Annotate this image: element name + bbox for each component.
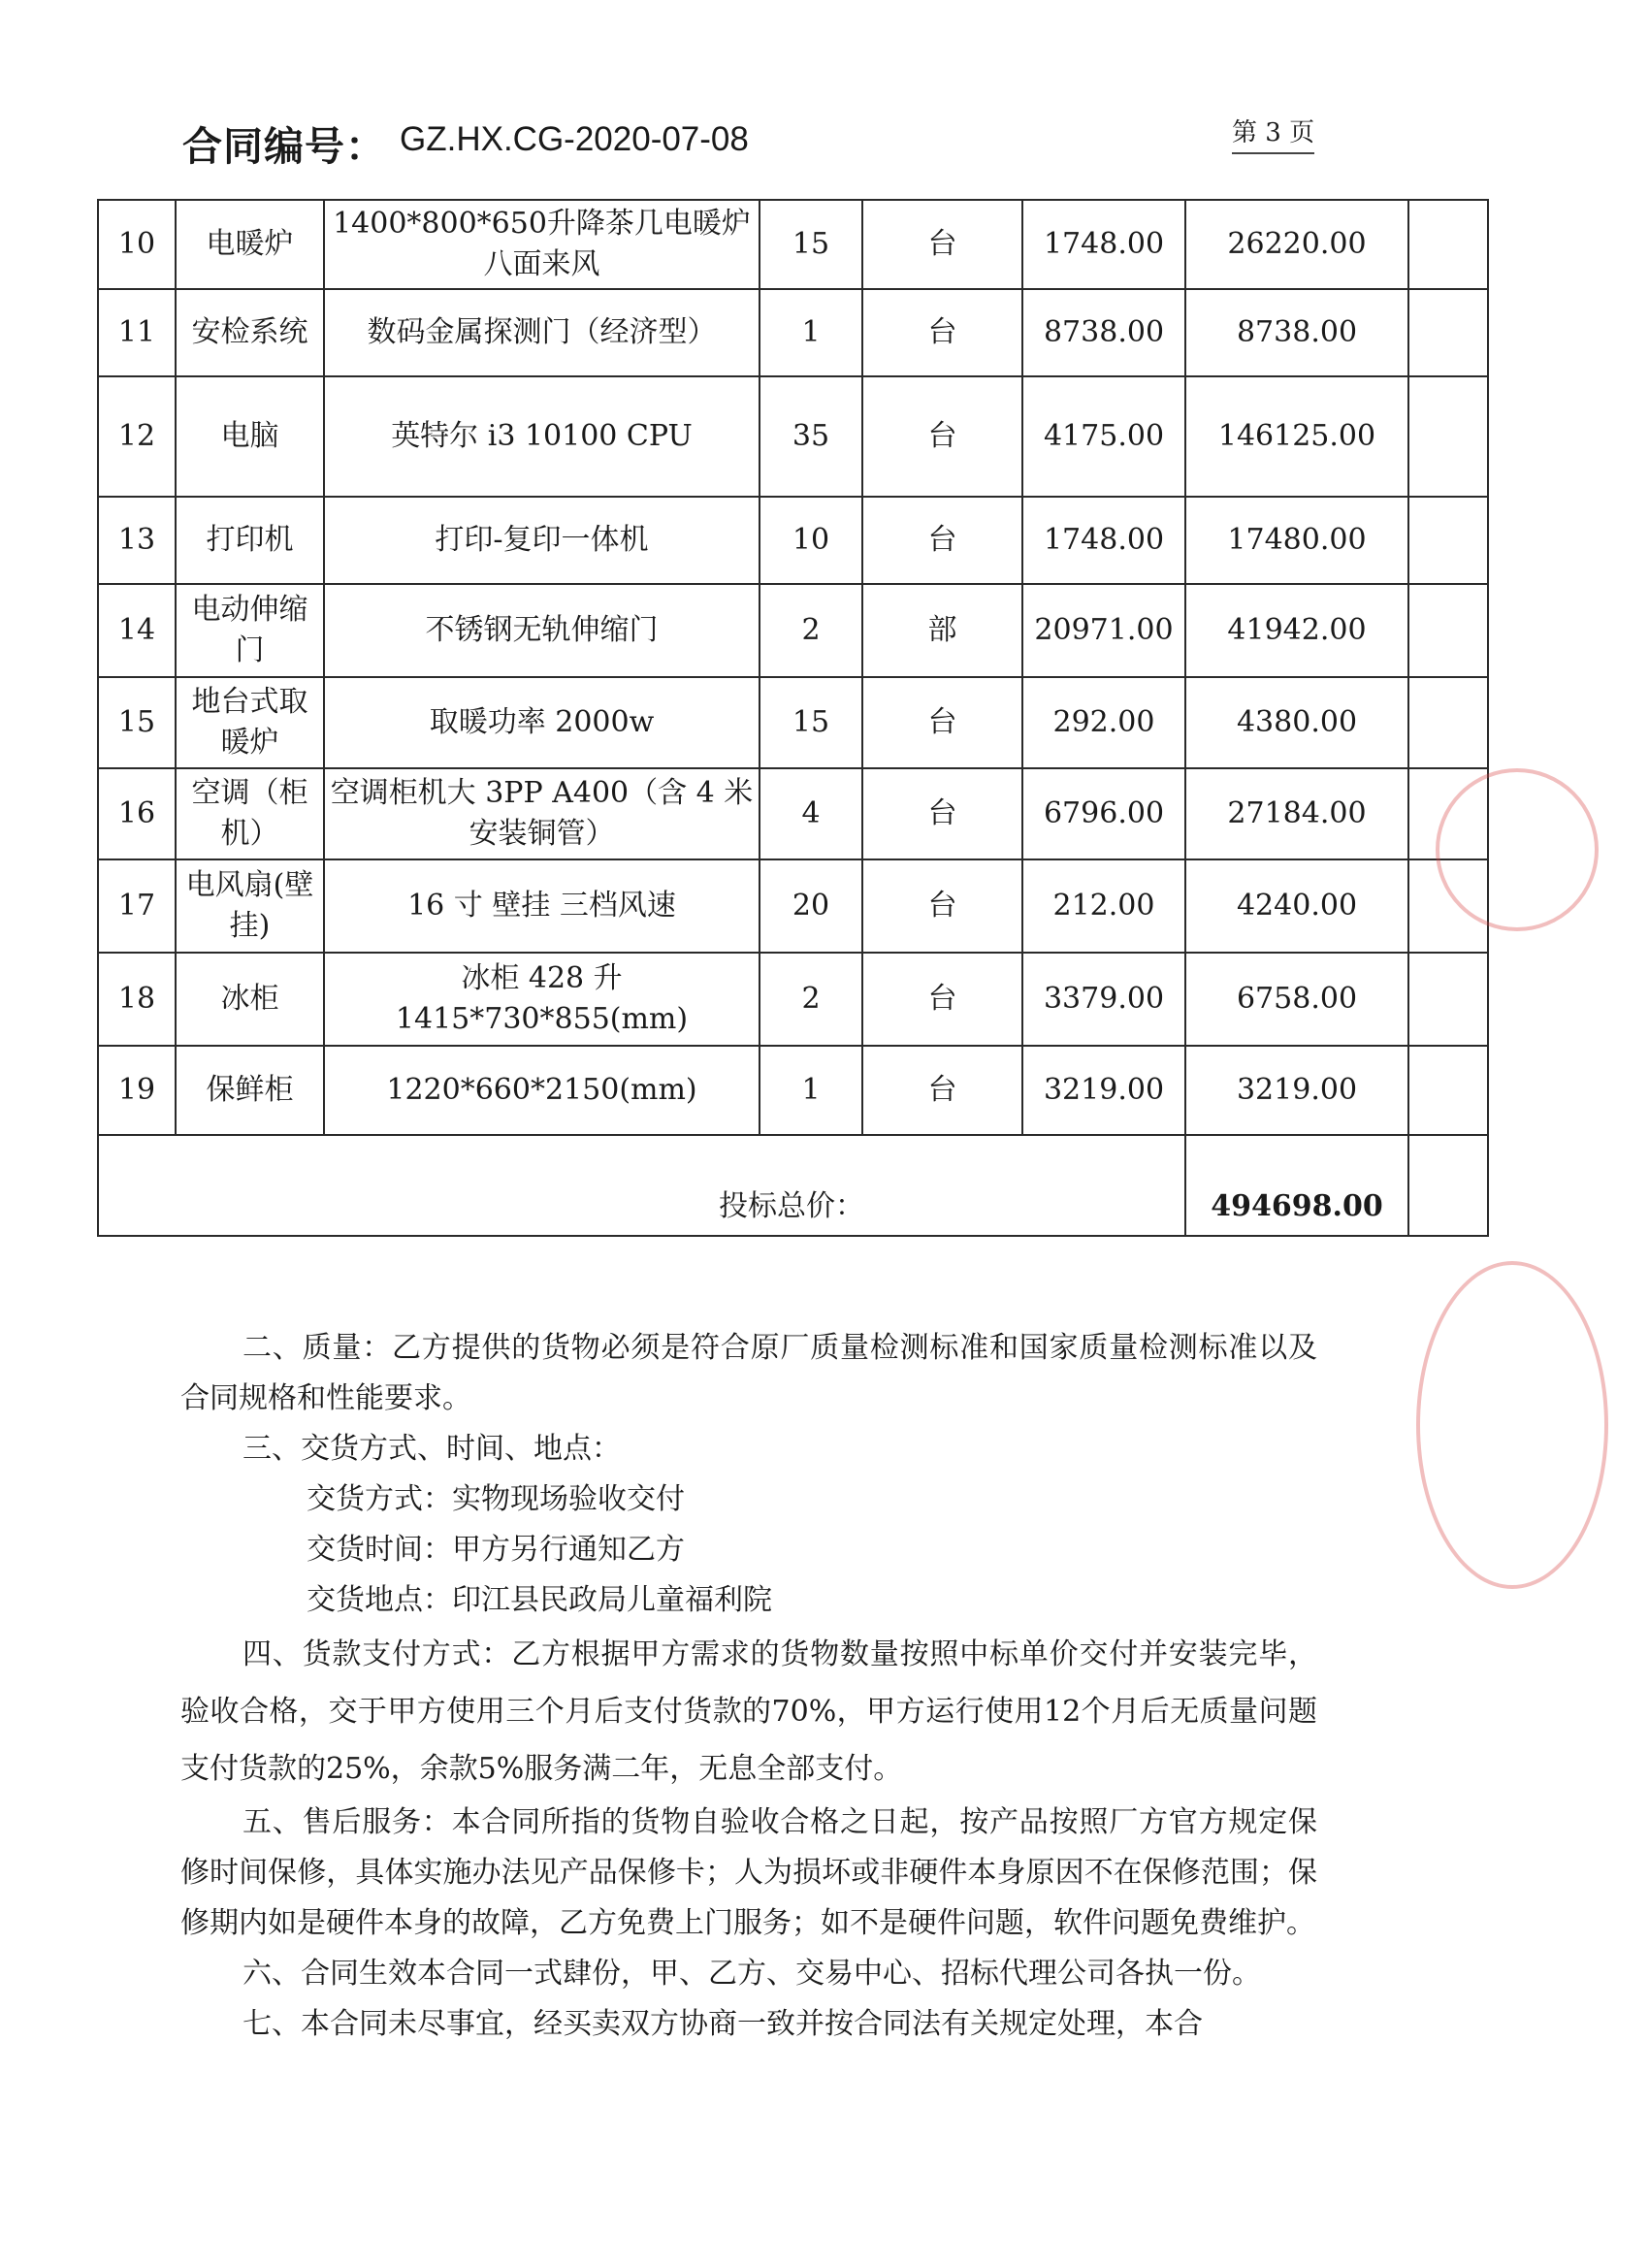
item-quantity: 35	[760, 376, 862, 497]
item-quantity: 15	[760, 200, 862, 289]
total-remark	[1408, 1135, 1488, 1236]
table-row	[98, 1046, 1488, 1135]
item-spec: 16 寸 壁挂 三档风速	[324, 859, 760, 953]
item-name: 电脑	[176, 376, 324, 497]
row-number: 10	[98, 200, 176, 289]
item-amount: 4240.00	[1185, 859, 1408, 953]
other-clause: 七、本合同未尽事宜，经买卖双方协商一致并按合同法有关规定处理，本合	[242, 2007, 1203, 2041]
delivery-place: 交货地点：印江县民政局儿童福利院	[307, 1583, 772, 1617]
item-quantity: 15	[760, 677, 862, 768]
row-number: 14	[98, 584, 176, 677]
item-quantity: 2	[760, 584, 862, 677]
effective-clause: 六、合同生效本合同一式肆份，甲、乙方、交易中心、招标代理公司各执一份。	[242, 1957, 1261, 1991]
item-name: 打印机	[176, 497, 324, 584]
item-unit-price: 6796.00	[1022, 768, 1185, 859]
item-quantity: 20	[760, 859, 862, 953]
item-amount: 3219.00	[1185, 1046, 1408, 1135]
contract-terms	[180, 1323, 1317, 2050]
seal-stamp-lower	[1416, 1261, 1608, 1589]
item-unit: 台	[862, 376, 1022, 497]
quality-clause: 二、质量：乙方提供的货物必须是符合原厂质量检测标准和国家质量检测标准以及合同规格和性能要求。	[180, 1331, 1317, 1415]
item-unit-price: 212.00	[1022, 859, 1185, 953]
item-remark	[1408, 953, 1488, 1046]
item-remark	[1408, 1046, 1488, 1135]
item-name: 冰柜	[176, 953, 324, 1046]
seal-stamp-upper	[1436, 768, 1599, 931]
page-number: 第 3 页	[1232, 113, 1314, 154]
delivery-time: 交货时间：甲方另行通知乙方	[307, 1533, 685, 1567]
item-amount: 27184.00	[1185, 768, 1408, 859]
item-quantity: 1	[760, 1046, 862, 1135]
item-unit-price: 1748.00	[1022, 200, 1185, 289]
after-sales-clause: 五、售后服务：本合同所指的货物自验收合格之日起，按产品按照厂方官方规定保修时间保修，具体实施办法见产品保修卡；人为损坏或非硬件本身原因不在保修范围；保修期内如是硬件本身的故障，乙方免费上门服务；如不是硬件问题，软件问题免费维护。	[180, 1805, 1317, 1940]
contract-number: GZ.HX.CG-2020-07-08	[400, 120, 749, 158]
item-spec: 1220*660*2150(mm)	[324, 1046, 760, 1135]
item-spec: 取暖功率 2000w	[324, 677, 760, 768]
item-spec: 不锈钢无轨伸缩门	[324, 584, 760, 677]
table-row	[98, 497, 1488, 584]
item-amount: 41942.00	[1185, 584, 1408, 677]
item-amount: 26220.00	[1185, 200, 1408, 289]
item-amount: 4380.00	[1185, 677, 1408, 768]
payment-clause: 四、货款支付方式：乙方根据甲方需求的货物数量按照中标单价交付并安装完毕，验收合格，交于甲方使用三个月后支付货款的70%，甲方运行使用12个月后无质量问题支付货款的25%，余款5%服务满二年，无息全部支付。	[180, 1637, 1317, 1786]
item-unit-price: 4175.00	[1022, 376, 1185, 497]
table-row	[98, 677, 1488, 768]
item-unit: 台	[862, 953, 1022, 1046]
item-unit: 台	[862, 200, 1022, 289]
item-amount: 146125.00	[1185, 376, 1408, 497]
row-number: 12	[98, 376, 176, 497]
row-number: 13	[98, 497, 176, 584]
delivery-heading: 三、交货方式、时间、地点：	[242, 1432, 621, 1466]
item-name: 电动伸缩门	[176, 584, 324, 677]
item-unit-price: 3379.00	[1022, 953, 1185, 1046]
row-number: 15	[98, 677, 176, 768]
item-name: 地台式取暖炉	[176, 677, 324, 768]
table-row	[98, 768, 1488, 859]
item-quantity: 2	[760, 953, 862, 1046]
contract-number-label: 合同编号：	[182, 123, 386, 170]
table-row	[98, 200, 1488, 289]
item-spec: 数码金属探测门（经济型）	[324, 289, 760, 376]
item-unit-price: 8738.00	[1022, 289, 1185, 376]
row-number: 18	[98, 953, 176, 1046]
item-unit: 台	[862, 677, 1022, 768]
item-remark	[1408, 376, 1488, 497]
total-price-value: 494698.00	[1185, 1135, 1408, 1236]
item-remark	[1408, 200, 1488, 289]
row-number: 17	[98, 859, 176, 953]
item-name: 保鲜柜	[176, 1046, 324, 1135]
item-unit: 台	[862, 859, 1022, 953]
goods-table	[97, 199, 1489, 1237]
item-remark	[1408, 497, 1488, 584]
table-row	[98, 376, 1488, 497]
table-row	[98, 584, 1488, 677]
item-spec: 打印-复印一体机	[324, 497, 760, 584]
row-number: 16	[98, 768, 176, 859]
table-row	[98, 289, 1488, 376]
item-spec: 英特尔 i3 10100 CPU	[324, 376, 760, 497]
item-name: 电风扇(壁挂)	[176, 859, 324, 953]
row-number: 19	[98, 1046, 176, 1135]
item-amount: 17480.00	[1185, 497, 1408, 584]
item-name: 安检系统	[176, 289, 324, 376]
item-unit: 台	[862, 289, 1022, 376]
item-remark	[1408, 584, 1488, 677]
table-row	[98, 953, 1488, 1046]
item-spec: 1400*800*650升降茶几电暖炉八面来风	[324, 200, 760, 289]
item-unit: 部	[862, 584, 1022, 677]
item-name: 空调（柜机）	[176, 768, 324, 859]
item-spec: 冰柜 428 升 1415*730*855(mm)	[324, 953, 760, 1046]
goods-table-body	[98, 200, 1488, 1236]
item-remark	[1408, 289, 1488, 376]
delivery-method: 交货方式：实物现场验收交付	[307, 1482, 685, 1516]
item-unit-price: 20971.00	[1022, 584, 1185, 677]
item-unit: 台	[862, 497, 1022, 584]
item-unit: 台	[862, 1046, 1022, 1135]
total-price-label: 投标总价：	[98, 1135, 1185, 1236]
row-number: 11	[98, 289, 176, 376]
item-quantity: 1	[760, 289, 862, 376]
item-name: 电暖炉	[176, 200, 324, 289]
item-unit-price: 3219.00	[1022, 1046, 1185, 1135]
item-amount: 6758.00	[1185, 953, 1408, 1046]
item-unit-price: 1748.00	[1022, 497, 1185, 584]
item-quantity: 10	[760, 497, 862, 584]
item-unit: 台	[862, 768, 1022, 859]
item-remark	[1408, 677, 1488, 768]
table-row	[98, 859, 1488, 953]
item-unit-price: 292.00	[1022, 677, 1185, 768]
item-quantity: 4	[760, 768, 862, 859]
item-amount: 8738.00	[1185, 289, 1408, 376]
total-row	[98, 1135, 1488, 1236]
item-spec: 空调柜机大 3PP A400（含 4 米安装铜管）	[324, 768, 760, 859]
